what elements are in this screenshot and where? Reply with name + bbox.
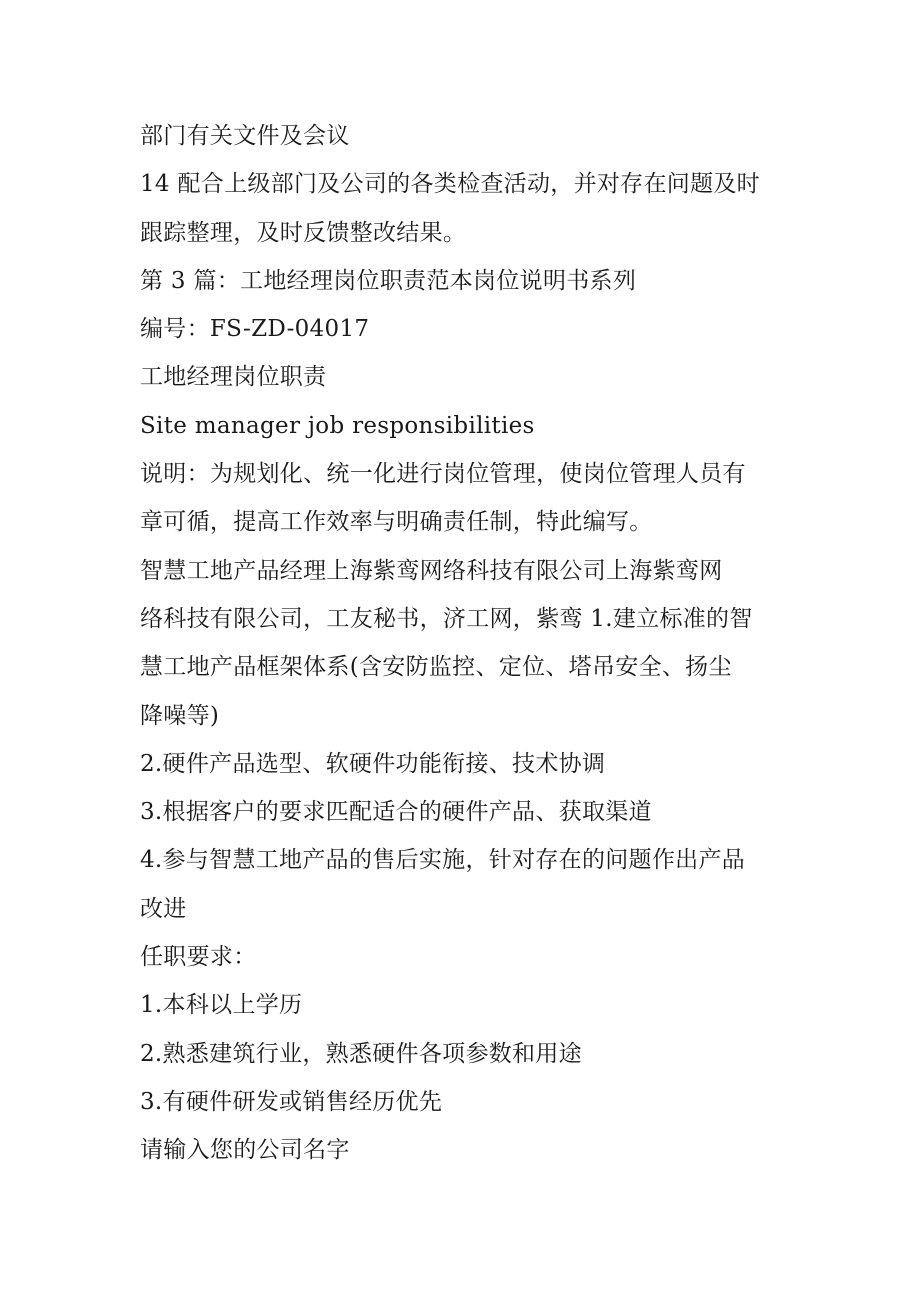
list-item-4-cont: 改进 [140, 895, 187, 922]
list-item-2: 2.硬件产品选型、软硬件功能衔接、技术协调 [140, 750, 606, 777]
text-line-item-14: 14 配合上级部门及公司的各类检查活动，并对存在问题及时 [140, 171, 760, 198]
description-line-cont: 章可循，提高工作效率与明确责任制，特此编写。 [140, 509, 653, 536]
text-line-continuation: 部门有关文件及会议 [140, 123, 350, 149]
requirement-item-2: 2.熟悉建筑行业，熟悉硬件各项参数和用途 [140, 1040, 582, 1067]
body-paragraph-line: 慧工地产品框架体系(含安防监控、定位、塔吊安全、扬尘 [140, 654, 732, 681]
body-paragraph-line: 络科技有限公司，工友秘书，济工网，紫鸾 1.建立标准的智 [140, 605, 753, 632]
requirement-item-3: 3.有硬件研发或销售经历优先 [140, 1088, 443, 1115]
document-number: 编号：FS-ZD-04017 [140, 316, 370, 343]
description-line: 说明：为规划化、统一化进行岗位管理，使岗位管理人员有 [140, 461, 746, 488]
list-item-3: 3.根据客户的要求匹配适合的硬件产品、获取渠道 [140, 799, 652, 826]
requirements-heading: 任职要求： [140, 944, 257, 971]
document-body [140, 112, 790, 1175]
document-title-english: Site manager job responsibilities [140, 412, 535, 439]
text-line-item-14-cont: 跟踪整理，及时反馈整改结果。 [140, 219, 467, 246]
requirement-item-1: 1.本科以上学历 [140, 992, 303, 1019]
body-paragraph-line: 降噪等) [140, 702, 220, 729]
list-item-4: 4.参与智慧工地产品的售后实施，针对存在的问题作出产品 [140, 847, 746, 874]
body-paragraph-line: 智慧工地产品经理上海紫鸾网络科技有限公司上海紫鸾网 [140, 557, 723, 584]
document-title: 工地经理岗位职责 [140, 364, 327, 391]
company-name-placeholder: 请输入您的公司名字 [140, 1137, 350, 1164]
section-heading: 第 3 篇：工地经理岗位职责范本岗位说明书系列 [140, 267, 637, 294]
